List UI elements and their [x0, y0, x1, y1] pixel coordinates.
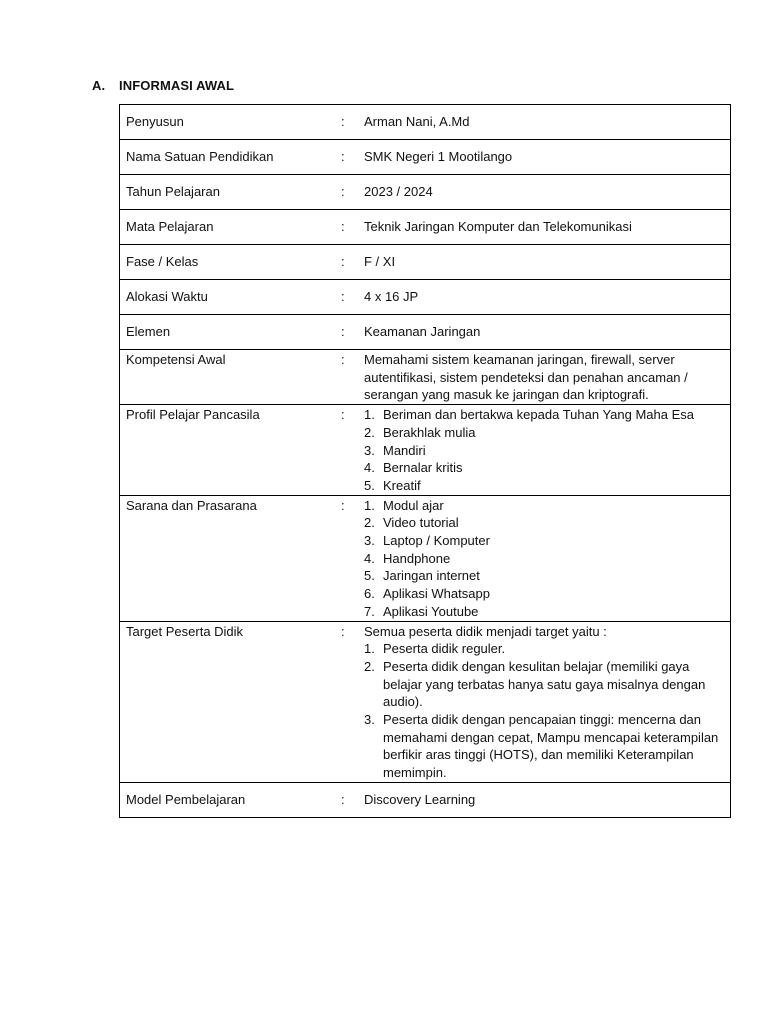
- list-item: [364, 603, 724, 621]
- list-item: [364, 640, 724, 658]
- row-colon: :: [341, 210, 364, 245]
- row-label: Kompetensi Awal: [120, 350, 342, 405]
- row-label: Elemen: [120, 315, 342, 350]
- list-text: Modul ajar: [383, 497, 444, 513]
- list-text: Beriman dan bertakwa kepada Tuhan Yang Maha Esa: [383, 407, 695, 423]
- list-text: Jaringan internet: [383, 568, 480, 584]
- list-item: [364, 406, 724, 424]
- row-tahun-pelajaran: [120, 175, 731, 210]
- row-mata-pelajaran: [120, 210, 731, 245]
- target-list: [364, 640, 724, 782]
- list-number: 4.: [364, 550, 375, 566]
- row-label: Tahun Pelajaran: [120, 175, 342, 210]
- row-colon: :: [341, 105, 364, 140]
- list-text: Aplikasi Whatsapp: [383, 586, 490, 602]
- row-colon: :: [341, 280, 364, 315]
- profil-list: [364, 406, 724, 495]
- list-item: [364, 477, 724, 495]
- row-colon: :: [341, 350, 364, 405]
- list-number: 2.: [364, 424, 375, 440]
- row-colon: :: [341, 245, 364, 280]
- list-number: 4.: [364, 460, 375, 476]
- list-item: [364, 497, 724, 515]
- list-number: 5.: [364, 568, 375, 584]
- row-label: Profil Pelajar Pancasila: [120, 405, 342, 496]
- row-value: 4 x 16 JP: [364, 280, 731, 315]
- list-text: Kreatif: [383, 477, 421, 493]
- row-label: Sarana dan Prasarana: [120, 495, 342, 621]
- list-item: [364, 658, 724, 711]
- row-value: Discovery Learning: [364, 782, 731, 817]
- list-text: Video tutorial: [383, 515, 459, 531]
- row-label: Fase / Kelas: [120, 245, 342, 280]
- row-profil-pelajar: [120, 405, 731, 496]
- row-kompetensi-awal: [120, 350, 731, 405]
- list-number: 5.: [364, 477, 375, 493]
- row-value: SMK Negeri 1 Mootilango: [364, 140, 731, 175]
- list-number: 6.: [364, 586, 375, 602]
- row-colon: :: [341, 782, 364, 817]
- list-number: 7.: [364, 603, 375, 619]
- list-item: [364, 550, 724, 568]
- list-item: [364, 424, 724, 442]
- list-item: [364, 567, 724, 585]
- list-number: 3.: [364, 442, 375, 458]
- row-colon: :: [341, 140, 364, 175]
- list-text: Aplikasi Youtube: [383, 603, 479, 619]
- row-colon: :: [341, 405, 364, 496]
- list-number: 1.: [364, 497, 375, 513]
- section-letter: A.: [92, 78, 106, 93]
- list-text: Peserta didik dengan pencapaian tinggi: mencerna dan memahami dengan cepat, Mampu mencapai keterampilan berfikir aras tinggi (HOTS), dan memiliki Keterampilan memimpin.: [383, 712, 719, 781]
- row-label: Mata Pelajaran: [120, 210, 342, 245]
- row-value: Teknik Jaringan Komputer dan Telekomunikasi: [364, 210, 731, 245]
- list-item: [364, 459, 724, 477]
- list-number: 3.: [364, 712, 375, 728]
- row-value: 2023 / 2024: [364, 175, 731, 210]
- list-number: 2.: [364, 658, 375, 674]
- row-label: Penyusun: [120, 105, 342, 140]
- row-value: [364, 621, 731, 782]
- row-label: Target Peserta Didik: [120, 621, 342, 782]
- row-label: Nama Satuan Pendidikan: [120, 140, 342, 175]
- target-intro: Semua peserta didik menjadi target yaitu :: [364, 623, 607, 639]
- list-number: 3.: [364, 533, 375, 549]
- row-label: Model Pembelajaran: [120, 782, 342, 817]
- list-item: [364, 711, 724, 782]
- sarana-list: [364, 497, 724, 621]
- list-text: Mandiri: [383, 442, 426, 458]
- list-item: [364, 514, 724, 532]
- row-colon: :: [341, 315, 364, 350]
- list-text: Peserta didik dengan kesulitan belajar (memiliki gaya belajar yang terbatas hanya satu gaya misalnya dengan audio).: [383, 658, 706, 710]
- list-text: Bernalar kritis: [383, 460, 463, 476]
- list-text: Handphone: [383, 550, 451, 566]
- row-value: Keamanan Jaringan: [364, 315, 731, 350]
- info-table: [119, 104, 731, 818]
- row-value: [364, 405, 731, 496]
- row-colon: :: [341, 495, 364, 621]
- row-colon: :: [341, 175, 364, 210]
- list-text: Laptop / Komputer: [383, 533, 490, 549]
- row-colon: :: [341, 621, 364, 782]
- list-text: Berakhlak mulia: [383, 424, 476, 440]
- list-item: [364, 442, 724, 460]
- section-heading: [92, 78, 234, 93]
- row-satuan-pendidikan: [120, 140, 731, 175]
- section-title: INFORMASI AWAL: [119, 78, 235, 93]
- list-number: 1.: [364, 407, 375, 423]
- list-item: [364, 585, 724, 603]
- row-value: F / XI: [364, 245, 731, 280]
- row-label: Alokasi Waktu: [120, 280, 342, 315]
- row-value: [364, 495, 731, 621]
- list-item: [364, 532, 724, 550]
- list-number: 2.: [364, 515, 375, 531]
- row-elemen: [120, 315, 731, 350]
- row-penyusun: [120, 105, 731, 140]
- row-value: Arman Nani, A.Md: [364, 105, 731, 140]
- row-sarana-prasarana: [120, 495, 731, 621]
- list-text: Peserta didik reguler.: [383, 641, 506, 657]
- row-fase-kelas: [120, 245, 731, 280]
- row-alokasi-waktu: [120, 280, 731, 315]
- list-number: 1.: [364, 641, 375, 657]
- row-target-peserta-didik: [120, 621, 731, 782]
- row-value: Memahami sistem keamanan jaringan, firewall, server autentifikasi, sistem pendeteksi dan penahan ancaman / serangan yang masuk ke jaringan dan kriptografi.: [364, 350, 731, 405]
- row-model-pembelajaran: [120, 782, 731, 817]
